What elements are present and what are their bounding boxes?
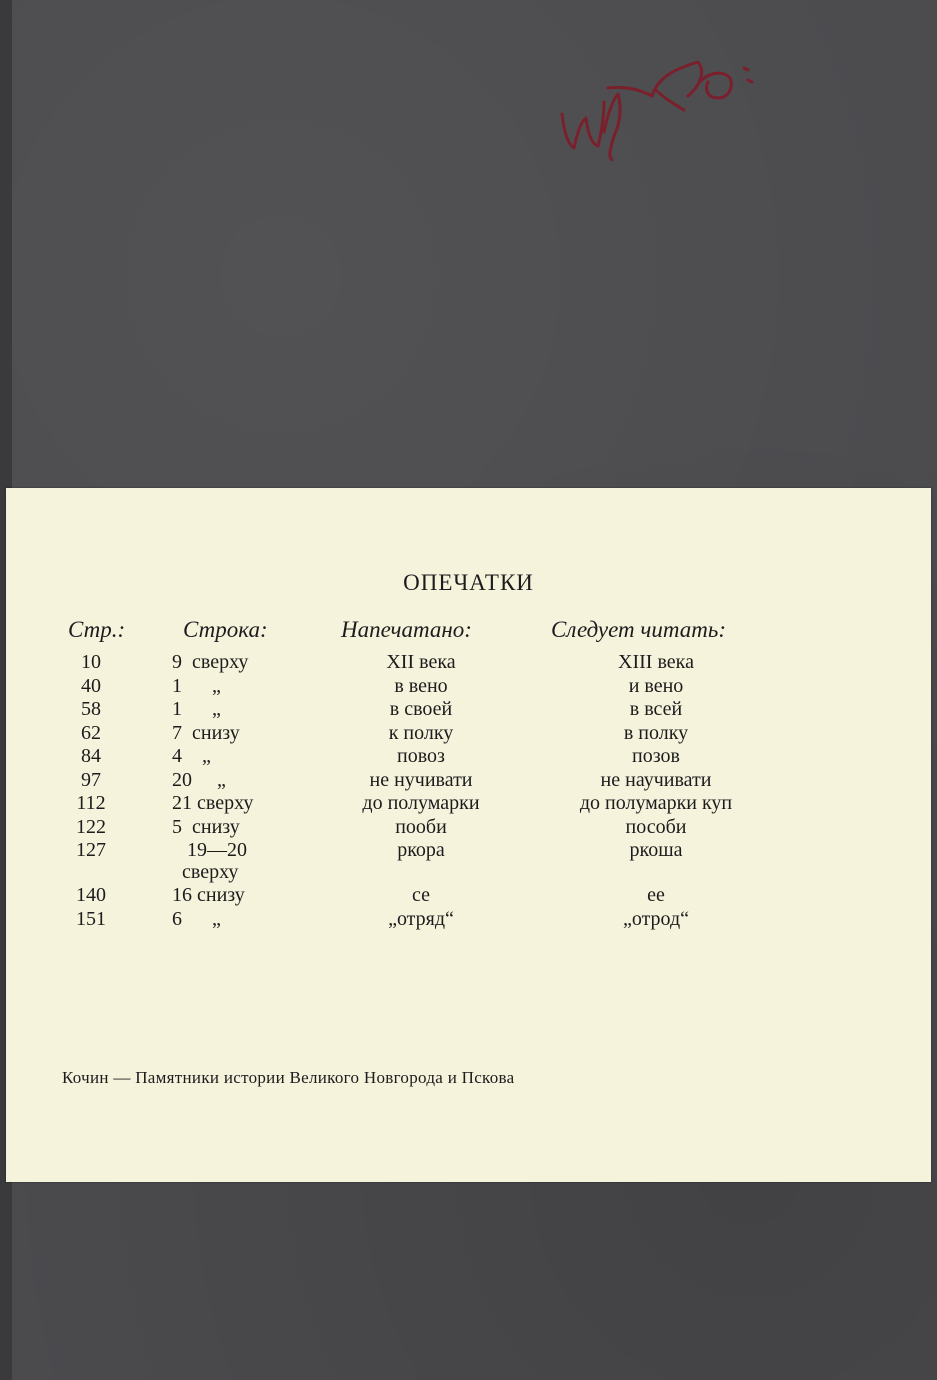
cell-should-read: не научивати [600, 768, 712, 791]
cell-should-read: до полумарки куп [579, 792, 733, 814]
cell-should-read: пособи [625, 815, 687, 838]
cell-page: 84 [81, 745, 101, 767]
table-row [6, 651, 931, 675]
cell-should-read: и вено [628, 674, 684, 697]
cell-printed: до полумарки [362, 792, 480, 814]
cell-printed: повоз [397, 745, 445, 767]
cell-page: 122 [76, 815, 106, 838]
cell-printed: XII века [386, 651, 456, 673]
cell-printed: не нучивати [369, 768, 473, 791]
cell-printed: пооби [395, 815, 447, 838]
cell-printed: се [412, 884, 430, 906]
cell-line: 20 „ [172, 768, 226, 791]
table-row [6, 675, 931, 699]
cell-page: 62 [81, 721, 101, 744]
table-row [6, 839, 931, 884]
cell-line: 16 снизу [172, 884, 245, 906]
table-row [6, 698, 931, 722]
cell-page: 58 [81, 698, 101, 720]
table-row [6, 792, 931, 816]
cell-page: 40 [81, 674, 101, 697]
cell-printed: к полку [388, 721, 454, 744]
cell-page: 112 [76, 792, 106, 814]
table-row [6, 884, 931, 908]
cell-line: 9 сверху [172, 651, 249, 673]
column-header-page: Стр.: [68, 617, 126, 642]
table-row [6, 722, 931, 746]
cell-line: 1 „ [172, 698, 221, 720]
cell-should-read: XIII века [618, 651, 694, 673]
cell-page: 140 [76, 884, 106, 906]
cell-page: 10 [81, 651, 101, 673]
table-row [6, 908, 931, 932]
cell-line: 1 „ [172, 674, 221, 697]
table-row [6, 769, 931, 793]
cell-printed: ркора [397, 839, 445, 861]
cell-line: 7 снизу [172, 721, 240, 744]
cell-should-read: позов [632, 745, 680, 767]
cell-line: 21 сверху [172, 792, 254, 814]
cell-page: 151 [76, 907, 106, 930]
cell-line: 5 снизу [172, 815, 240, 838]
cell-page: 97 [81, 768, 101, 791]
cell-line: 19—20 сверху [182, 839, 247, 883]
book-reference: Кочин — Памятники истории Великого Новгорода и Пскова [62, 1068, 515, 1087]
errata-table [6, 651, 931, 931]
cell-should-read: в полку [623, 721, 689, 744]
cell-should-read: ее [647, 884, 665, 906]
column-header-printed: Напечатано: [341, 617, 472, 642]
column-header-line: Строка: [183, 617, 268, 642]
cell-should-read: ркоша [629, 839, 683, 861]
cell-printed: „отряд“ [388, 907, 454, 930]
column-header-should-read: Следует читать: [551, 617, 726, 642]
cell-page: 127 [76, 839, 106, 861]
table-row [6, 745, 931, 769]
table-row [6, 816, 931, 840]
cell-line: 6 „ [172, 907, 221, 930]
cell-should-read: „отрод“ [622, 907, 690, 930]
handwritten-shelfmark [548, 52, 798, 162]
cell-printed: в своей [389, 698, 453, 720]
cell-printed: в вено [394, 674, 448, 697]
errata-slip [6, 488, 931, 1182]
cell-should-read: в всей [629, 698, 683, 720]
errata-title: ОПЕЧАТКИ [403, 570, 534, 595]
cell-line: 4 „ [172, 745, 211, 767]
